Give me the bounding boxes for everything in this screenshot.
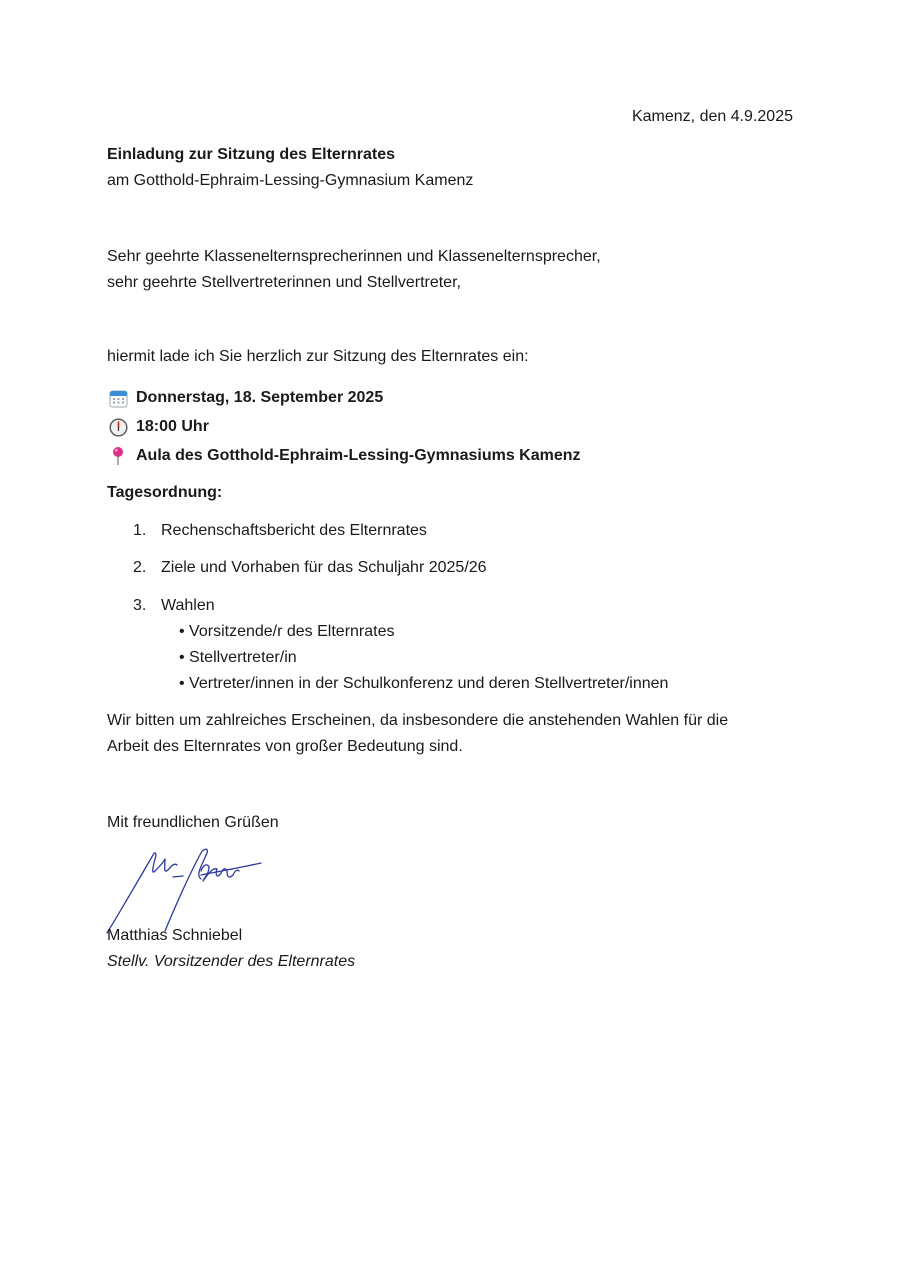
closing-line-2: Arbeit des Elternrates von großer Bedeutung sind.: [107, 738, 463, 755]
calendar-icon: [107, 388, 129, 408]
salutation-line-1: Sehr geehrte Klassenelternsprecherinnen und Klassenelternsprecher,: [107, 248, 601, 265]
meeting-date: Donnerstag, 18. September 2025: [136, 389, 384, 406]
meeting-time: 18:00 Uhr: [136, 418, 209, 435]
place-date: Kamenz, den 4.9.2025: [631, 108, 793, 125]
meeting-location-row: [107, 446, 581, 466]
clock-icon: [107, 417, 129, 437]
agenda-title: Tagesordnung:: [107, 484, 223, 501]
closing-line-1: Wir bitten um zahlreiches Erscheinen, da insbesondere die anstehenden Wahlen für die: [107, 712, 729, 729]
signer-role: Stellv. Vorsitzender des Elternrates: [107, 953, 356, 970]
agenda-item: Wahlen: [161, 597, 215, 614]
agenda-item-number: 1.: [133, 522, 147, 539]
agenda-item: Ziele und Vorhaben für das Schuljahr 2025/26: [161, 559, 487, 576]
election-item: • Vorsitzende/r des Elternrates: [179, 623, 395, 640]
salutation-line-2: sehr geehrte Stellvertreterinnen und Stellvertreter,: [107, 274, 461, 291]
letter-subtitle: am Gotthold-Ephraim-Lessing-Gymnasium Kamenz: [107, 172, 474, 189]
election-item: • Vertreter/innen in der Schulkonferenz und deren Stellvertreter/innen: [179, 675, 669, 692]
greeting: Mit freundlichen Grüßen: [107, 814, 279, 831]
handwritten-signature: [105, 845, 265, 935]
meeting-location: Aula des Gotthold-Ephraim-Lessing-Gymnasiums Kamenz: [136, 447, 581, 464]
agenda-item-number: 3.: [133, 597, 147, 614]
meeting-date-row: [107, 388, 383, 408]
pin-icon: [107, 446, 129, 466]
election-item: • Stellvertreter/in: [179, 649, 297, 666]
letter-title: Einladung zur Sitzung des Elternrates: [107, 146, 396, 163]
agenda-item: Rechenschaftsbericht des Elternrates: [161, 522, 427, 539]
meeting-time-row: [107, 417, 209, 437]
agenda-item-number: 2.: [133, 559, 147, 576]
signer-name: Matthias Schniebel: [107, 927, 243, 944]
intro-text: hiermit lade ich Sie herzlich zur Sitzung des Elternrates ein:: [107, 348, 529, 365]
